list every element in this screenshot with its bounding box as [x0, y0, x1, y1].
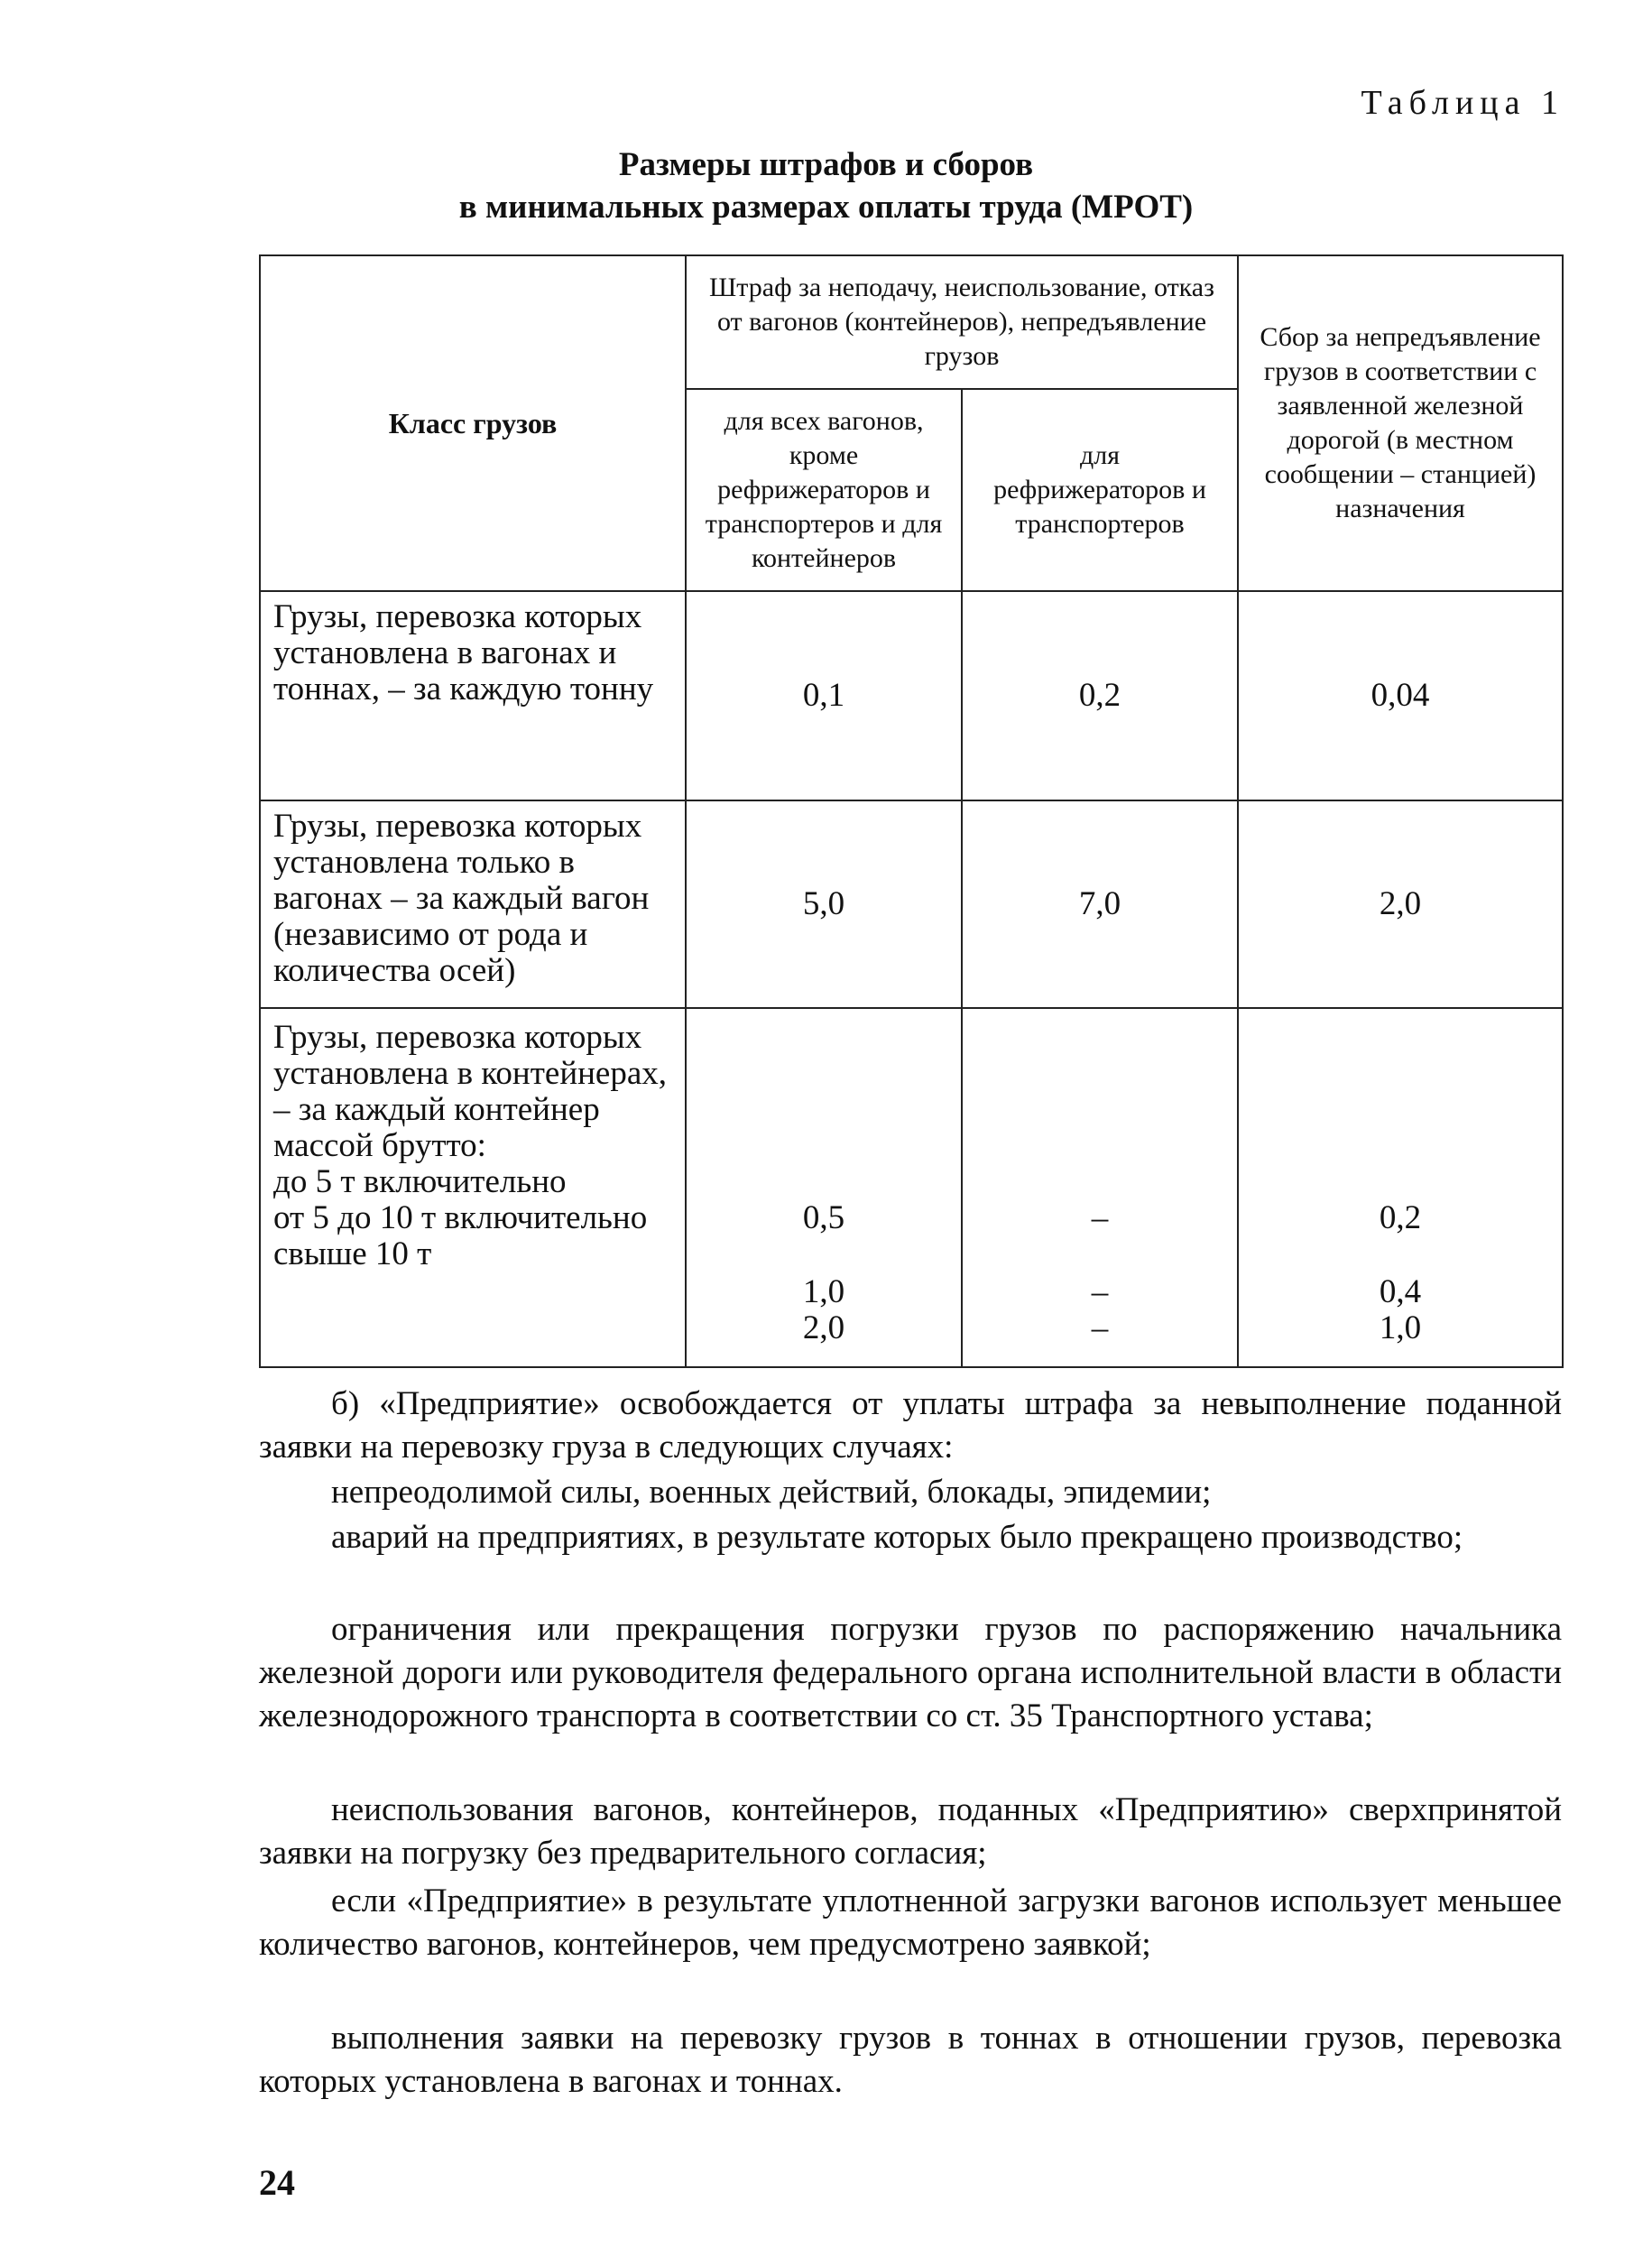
subheader-all-wagons: для всех вагонов, кроме рефрижераторов и транспортеров и для контейнеров — [686, 389, 962, 591]
row3-item1-fee: 0,2 — [1379, 1199, 1422, 1236]
paragraph-force-majeure: непреодолимой силы, военных действий, блокады, эпидемии; — [331, 1474, 1212, 1511]
row2-all: 5,0 — [686, 800, 962, 1008]
row3-ref — [962, 1008, 1238, 1367]
row3-fee — [1238, 1008, 1563, 1367]
paragraph-tonnage: выполнения заявки на перевозку грузов в тоннах в отношении грузов, перевозка которых установлена в вагонах и тоннах. — [259, 2020, 1562, 2100]
row3-item3-label: свыше 10 т — [273, 1235, 432, 1272]
row1-class: Грузы, перевозка которых установлена в вагонах и тоннах, – за каждую тонну — [260, 591, 686, 800]
row1-ref: 0,2 — [962, 591, 1238, 800]
row3-class — [260, 1008, 686, 1367]
paragraph-restrictions: ограничения или прекращения погрузки грузов по распоряжению начальника железной дороги или руководителя федерального органа исполнительной власти в области железнодорожного транспорта в соответствии со ст. 35 Транспортного устава; — [259, 1611, 1562, 1734]
table-title-line2: в минимальных размерах оплаты труда (МРОТ) — [458, 189, 1194, 226]
header-fee: Сбор за непредъявление грузов в соответствии с заявленной железной дорогой (в местном сообщении – станцией) назначения — [1238, 255, 1563, 591]
row3-item3-ref: – — [1091, 1309, 1109, 1346]
paragraph-intro: б) «Предприятие» освобождается от уплаты штрафа за невыполнение поданной заявки на перевозку груза в следующих случаях: — [259, 1385, 1562, 1466]
row3-item2-all: 1,0 — [802, 1273, 845, 1310]
row2-class: Грузы, перевозка которых установлена только в вагонах – за каждый вагон (независимо от рода и количества осей) — [260, 800, 686, 1008]
table-label: Таблица 1 — [1361, 84, 1564, 122]
row1-fee: 0,04 — [1238, 591, 1563, 800]
row3-item2-label: от 5 до 10 т включительно — [273, 1199, 648, 1236]
row3-item2-fee: 0,4 — [1379, 1273, 1422, 1310]
row2-fee: 2,0 — [1238, 800, 1563, 1008]
paragraph-compact-loading: если «Предприятие» в результате уплотненной загрузки вагонов использует меньшее количество вагонов, контейнеров, чем предусмотрено заявкой; — [259, 1882, 1562, 1963]
row2-ref: 7,0 — [962, 800, 1238, 1008]
header-fine: Штраф за неподачу, неиспользование, отказ от вагонов (контейнеров), непредъявление грузов — [686, 255, 1238, 389]
row3-class-intro: Грузы, перевозка которых установлена в контейнерах, – за каждый контейнер массой брутто: — [273, 1019, 668, 1164]
row3-item3-all: 2,0 — [802, 1309, 845, 1346]
row3-all — [686, 1008, 962, 1367]
page-number: 24 — [259, 2162, 295, 2203]
row3-item1-ref: – — [1091, 1199, 1109, 1236]
row3-item1-label: до 5 т включительно — [273, 1163, 567, 1200]
table-title-line1: Размеры штрафов и сборов — [618, 146, 1034, 183]
row3-item3-fee: 1,0 — [1379, 1309, 1422, 1346]
header-cargo-class: Класс грузов — [260, 255, 686, 591]
row3-item2-ref: – — [1091, 1273, 1109, 1310]
row3-item1-all: 0,5 — [802, 1199, 845, 1236]
row1-all: 0,1 — [686, 591, 962, 800]
paragraph-accidents: аварий на предприятиях, в результате которых было прекращено производство; — [331, 1519, 1463, 1556]
subheader-refrigerators: для рефрижераторов и транспортеров — [962, 389, 1238, 591]
paragraph-unused-wagons: неиспользования вагонов, контейнеров, поданных «Предприятию» сверхпринятой заявки на погрузку без предварительного согласия; — [259, 1791, 1562, 1872]
fines-table — [259, 254, 1564, 1368]
